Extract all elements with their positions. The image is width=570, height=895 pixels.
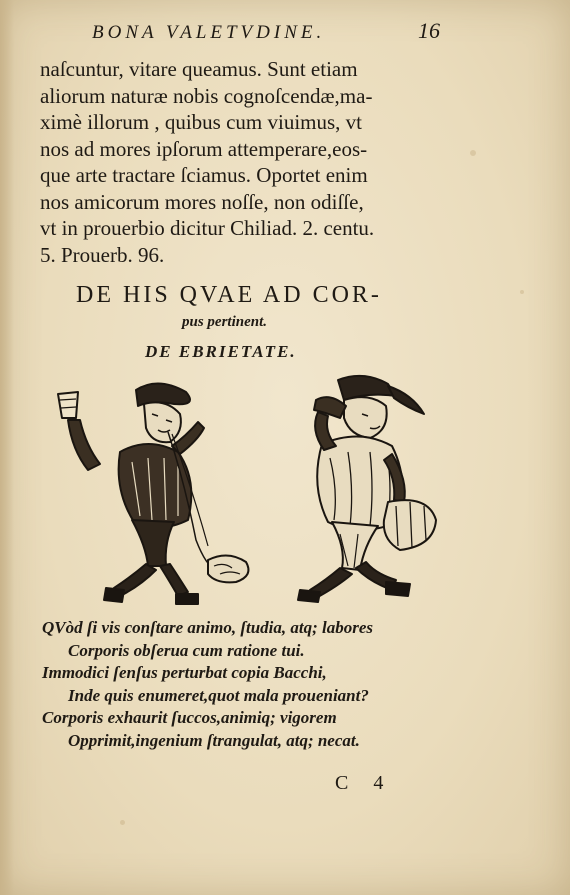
foxing-spot — [470, 150, 476, 156]
drunk-man-vomiting-icon — [58, 383, 248, 604]
body-line: 5. Prouerb. 96. — [40, 242, 165, 267]
body-text — [40, 56, 450, 268]
foxing-spot — [520, 290, 524, 294]
verse-line: Immodici ſenſus perturbat copia Bacchi, — [42, 663, 327, 682]
signature-mark: C 4 — [335, 772, 394, 794]
body-line: nos ad mores ipſorum attemperare,eos- — [40, 136, 368, 161]
chapter-title: DE EBRIETATE. — [145, 342, 297, 361]
verse — [42, 617, 462, 752]
verse-line: QVòd ſi vis conſtare animo, ſtudia, atq; labores — [42, 618, 374, 637]
page-gutter — [0, 0, 14, 895]
body-line: vt in prouerbio dicitur Chiliad. 2. centu. — [40, 216, 375, 240]
woodcut-illustration — [48, 370, 448, 608]
section-heading: DE HIS QVAE AD COR- — [76, 282, 382, 308]
verse-line: Corporis obſerua cum ratione tui. — [68, 640, 305, 660]
folio-number: 16 — [418, 18, 440, 43]
body-line: aliorum naturæ nobis cognoſcendæ,ma- — [40, 83, 373, 108]
section-heading-continuation: pus pertinent. — [182, 314, 268, 330]
verse-line: Corporis exhaurit ſuccos,animiq; vigorem — [42, 708, 337, 727]
verse-line: Inde quis enumeret,quot mala proueniant? — [68, 685, 369, 705]
running-head: BONA VALETVDINE. — [92, 22, 326, 43]
body-line: naſcuntur, vitare queamus. Sunt etiam — [40, 57, 358, 81]
foxing-spot — [120, 820, 125, 825]
body-line: que arte tractare ſciamus. Oportet enim — [40, 163, 368, 187]
verse-line: Opprimit,ingenium ſtrangulat, atq; necat. — [68, 730, 360, 750]
body-line: ximè illorum , quibus cum viuimus, vt — [40, 110, 362, 134]
body-line: nos amicorum mores noſſe, non odiſſe, — [40, 189, 364, 214]
man-drinking-from-flask-icon — [298, 376, 436, 602]
